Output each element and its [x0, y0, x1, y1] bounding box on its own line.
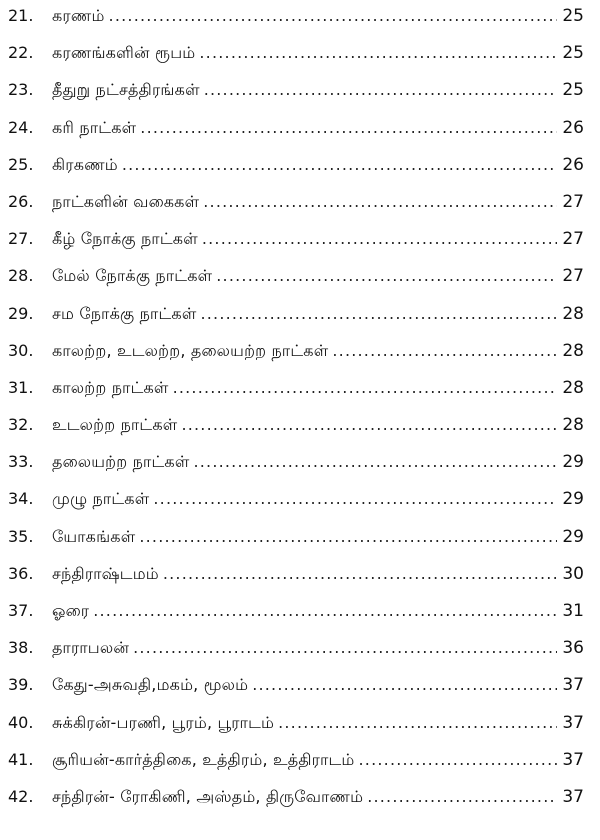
- dot-leader: [140, 118, 557, 137]
- entry-title: கிரகணம்: [52, 154, 118, 174]
- toc-entry: [8, 675, 584, 712]
- entry-number: 31.: [8, 377, 34, 397]
- entry-title: சூரியன்-கார்த்திகை, உத்திரம், உத்திராடம்: [52, 749, 355, 769]
- toc-entry: [8, 713, 584, 750]
- entry-title: கரணங்களின் ரூபம்: [52, 43, 196, 63]
- entry-title: காலற்ற, உடலற்ற, தலையற்ற நாட்கள்: [52, 340, 329, 360]
- dot-leader: [367, 787, 557, 806]
- entry-page-number: 29: [562, 489, 584, 510]
- entry-number: 26.: [8, 191, 34, 211]
- entry-page-number: 37: [562, 675, 584, 696]
- entry-number: 28.: [8, 266, 34, 286]
- entry-number: 40.: [8, 712, 34, 732]
- toc-entry: [8, 452, 584, 489]
- entry-title: சந்திராஷ்டமம்: [52, 563, 159, 583]
- dot-leader: [153, 489, 557, 508]
- entry-number: 34.: [8, 489, 34, 509]
- entry-title: கரணம்: [52, 6, 105, 25]
- dot-leader: [193, 452, 557, 471]
- toc-entry: [8, 638, 584, 675]
- entry-number: 41.: [8, 749, 34, 769]
- dot-leader: [109, 6, 557, 25]
- toc-entry: [8, 489, 584, 526]
- entry-number: 35.: [8, 526, 34, 546]
- entry-title: சுக்கிரன்-பரணி, பூரம், பூராடம்: [52, 712, 275, 732]
- entry-page-number: 28: [562, 377, 584, 398]
- entry-number: 36.: [8, 563, 34, 583]
- dot-leader: [199, 43, 557, 62]
- dot-leader: [122, 155, 557, 174]
- entry-page-number: 29: [562, 526, 584, 547]
- toc-entry: [8, 601, 584, 638]
- entry-title: முழு நாட்கள்: [52, 489, 150, 509]
- entry-page-number: 27: [562, 229, 584, 250]
- dot-leader: [359, 750, 557, 769]
- toc-entry: [8, 787, 584, 824]
- entry-title: கீழ் நோக்கு நாட்கள்: [52, 229, 198, 249]
- entry-number: 27.: [8, 229, 34, 249]
- entry-page-number: 27: [562, 266, 584, 287]
- entry-page-number: 28: [562, 340, 584, 361]
- entry-title: தாராபலன்: [52, 638, 130, 658]
- dot-leader: [173, 378, 557, 397]
- entry-number: 24.: [8, 117, 34, 137]
- entry-title: சம நோக்கு நாட்கள்: [52, 303, 197, 323]
- dot-leader: [200, 304, 557, 323]
- table-of-contents: [8, 6, 584, 824]
- entry-title: யோகங்கள்: [52, 526, 136, 546]
- entry-page-number: 26: [562, 154, 584, 175]
- entry-page-number: 36: [562, 638, 584, 659]
- dot-leader: [278, 713, 557, 732]
- entry-number: 21.: [8, 6, 34, 25]
- entry-page-number: 27: [562, 191, 584, 212]
- entry-page-number: 28: [562, 415, 584, 436]
- entry-title: சந்திரன்- ரோகிணி, அஸ்தம், திருவோணம்: [52, 786, 364, 806]
- toc-entry: [8, 750, 584, 787]
- toc-entry: [8, 118, 584, 155]
- entry-page-number: 37: [562, 749, 584, 770]
- entry-page-number: 25: [562, 43, 584, 64]
- entry-number: 32.: [8, 415, 34, 435]
- toc-entry: [8, 266, 584, 303]
- entry-title: மேல் நோக்கு நாட்கள்: [52, 266, 213, 286]
- toc-entry: [8, 564, 584, 601]
- entry-page-number: 28: [562, 303, 584, 324]
- toc-entry: [8, 155, 584, 192]
- dot-leader: [139, 527, 557, 546]
- entry-page-number: 25: [562, 6, 584, 26]
- dot-leader: [216, 266, 557, 285]
- entry-title: காலற்ற நாட்கள்: [52, 377, 169, 397]
- entry-number: 37.: [8, 601, 34, 620]
- entry-number: 23.: [8, 80, 34, 100]
- dot-leader: [93, 601, 557, 620]
- toc-entry: [8, 192, 584, 229]
- toc-entry: [8, 304, 584, 341]
- entry-page-number: 30: [562, 563, 584, 584]
- toc-entry: [8, 43, 584, 80]
- toc-entry: [8, 341, 584, 378]
- toc-entry: [8, 80, 584, 117]
- toc-entry: [8, 527, 584, 564]
- entry-number: 25.: [8, 154, 34, 174]
- entry-page-number: 31: [562, 601, 584, 621]
- toc-entry: [8, 6, 584, 43]
- entry-page-number: 26: [562, 117, 584, 138]
- entry-title: கரி நாட்கள்: [52, 117, 137, 137]
- entry-page-number: 37: [562, 786, 584, 807]
- toc-entry: [8, 415, 584, 452]
- entry-number: 30.: [8, 340, 34, 360]
- entry-number: 38.: [8, 638, 34, 658]
- entry-page-number: 25: [562, 80, 584, 101]
- entry-number: 29.: [8, 303, 34, 323]
- toc-entry: [8, 378, 584, 415]
- dot-leader: [163, 564, 557, 583]
- entry-number: 42.: [8, 786, 34, 806]
- entry-number: 39.: [8, 675, 34, 695]
- toc-entry: [8, 229, 584, 266]
- dot-leader: [202, 229, 557, 248]
- entry-title: ஓரை: [52, 601, 90, 620]
- dot-leader: [332, 341, 557, 360]
- entry-title: உடலற்ற நாட்கள்: [52, 415, 178, 435]
- entry-title: கேது-அசுவதி,மகம், மூலம்: [52, 675, 249, 695]
- entry-page-number: 37: [562, 712, 584, 733]
- entry-title: நாட்களின் வகைகள்: [52, 191, 200, 211]
- dot-leader: [252, 675, 557, 694]
- dot-leader: [204, 80, 557, 99]
- entry-number: 33.: [8, 452, 34, 472]
- entry-title: தீதுறு நட்சத்திரங்கள்: [52, 80, 200, 100]
- dot-leader: [181, 415, 557, 434]
- dot-leader: [203, 192, 557, 211]
- entry-number: 22.: [8, 43, 34, 63]
- entry-title: தலையற்ற நாட்கள்: [52, 452, 190, 472]
- dot-leader: [133, 638, 557, 657]
- entry-page-number: 29: [562, 452, 584, 473]
